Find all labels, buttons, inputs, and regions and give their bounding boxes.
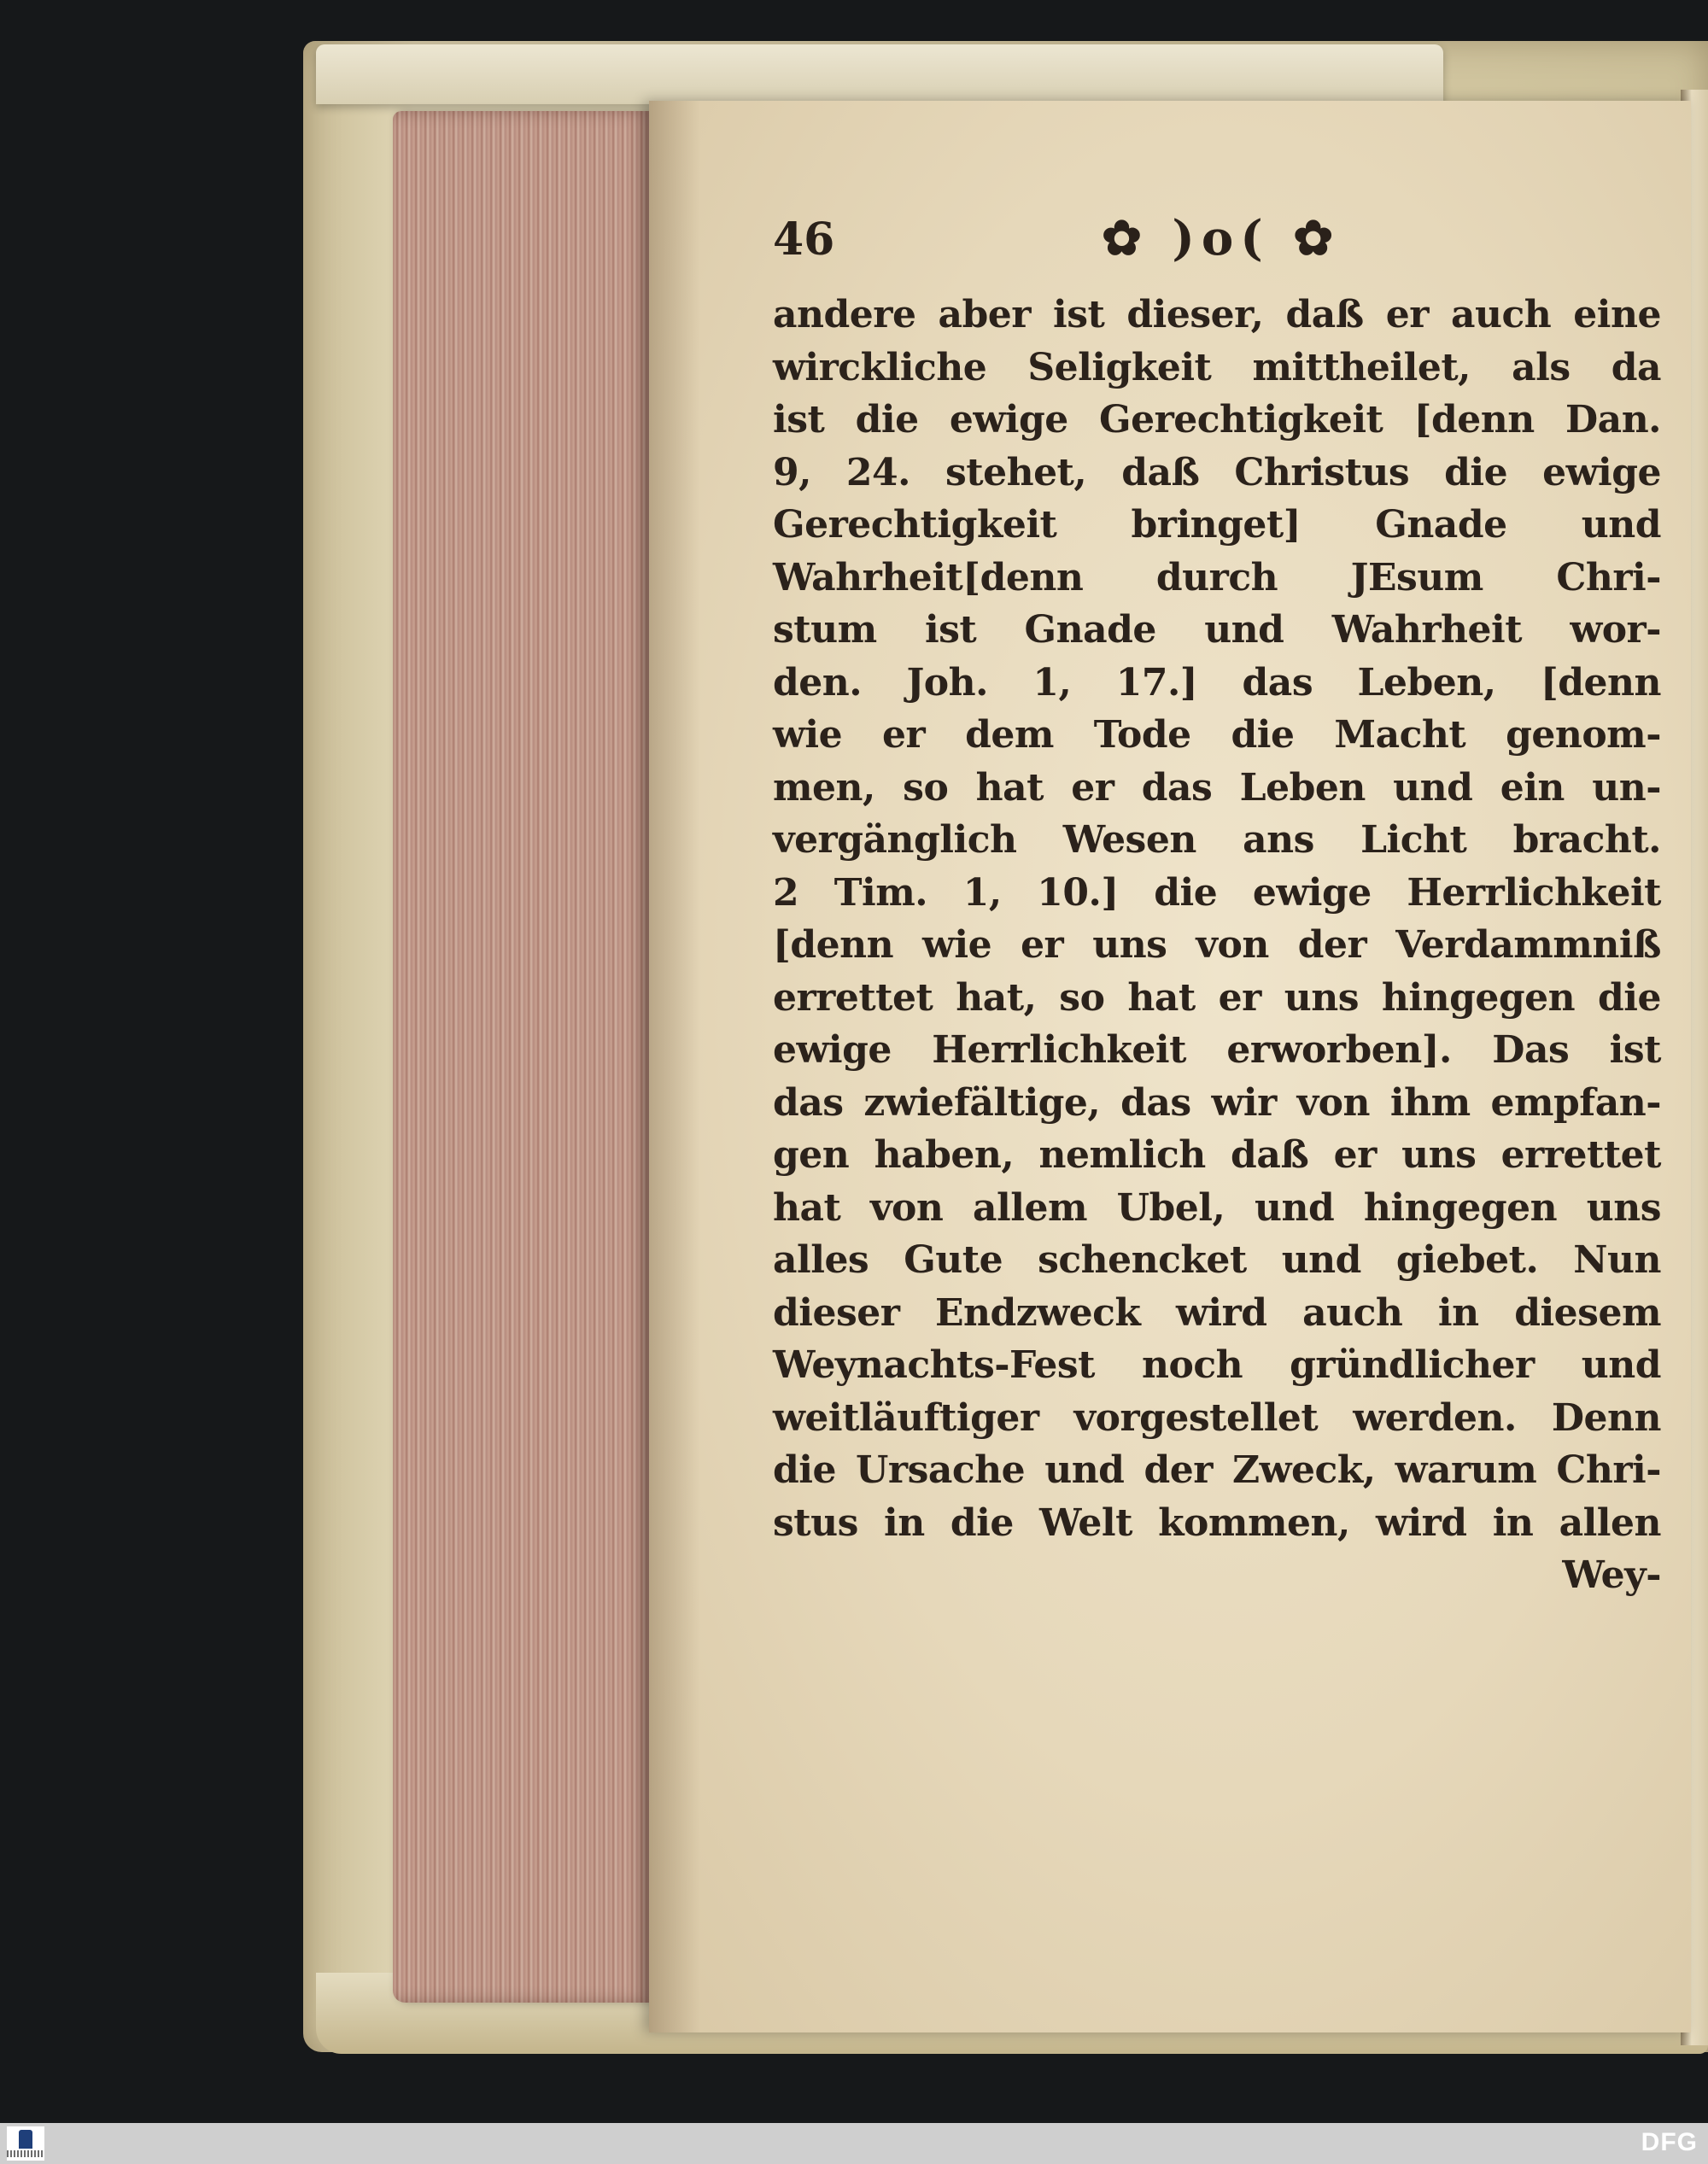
vellum-cover-top [316,44,1443,104]
text-line: wie er dem Tode die Macht genom- [773,713,1661,757]
page-gutter-shadow [649,101,700,2032]
page-number: 46 [773,213,835,266]
header-ornament: ✿ )o( ✿ [1102,210,1341,266]
text-line: stus in die Welt kommen, wird in allen [773,1500,1661,1545]
text-line: errettet hat, so hat er uns hingegen die [773,975,1661,1020]
viewer-footer [0,2123,1708,2164]
page-edges [393,111,653,2003]
text-line: die Ursache und der Zweck, warum Chri- [773,1448,1661,1492]
text-line: weitläuftiger vorgestellet werden. Denn [773,1395,1661,1440]
library-logo-icon[interactable] [7,2126,44,2161]
page-text [773,289,1661,1602]
text-line: Gerechtigkeit bringet] Gnade und [773,503,1661,547]
text-line: gen haben, nemlich daß er uns errettet [773,1133,1661,1177]
text-line: ewige Herrlichkeit erworben]. Das ist [773,1028,1661,1072]
emblem-caption [7,2150,44,2157]
text-line: men, so hat er das Leben und ein un- [773,765,1661,810]
text-line: dieser Endzweck wird auch in diesem [773,1290,1661,1335]
text-line: Wahrheit[denn durch JEsum Chri- [773,555,1661,599]
text-line: stum ist Gnade und Wahrheit wor- [773,608,1661,652]
text-line: Weynachts-Fest noch gründlicher und [773,1343,1661,1387]
text-line: ist die ewige Gerechtigkeit [denn Dan. [773,398,1661,442]
page-header [773,210,1652,282]
text-line: das zwiefältige, das wir von ihm empfan- [773,1080,1661,1125]
text-line: 9, 24. stehet, daß Christus die ewige [773,450,1661,494]
catchword: Wey- [1562,1553,1661,1597]
emblem-shape [19,2130,32,2149]
text-line: 2 Tim. 1, 10.] die ewige Herrlichkeit [773,870,1661,915]
text-line: vergänglich Wesen ans Licht bracht. [773,818,1661,862]
dfg-logo[interactable]: DFG [1641,2128,1698,2156]
text-line: den. Joh. 1, 17.] das Leben, [denn [773,660,1661,705]
text-line: alles Gute schencket und giebet. Nun [773,1238,1661,1282]
text-line: andere aber ist dieser, daß er auch eine [773,293,1661,336]
text-line: [denn wie er uns von der Verdammniß [773,923,1661,967]
text-line: hat von allem Ubel, und hingegen uns [773,1185,1661,1230]
text-line: wirckliche Seligkeit mittheilet, als da [773,345,1661,389]
